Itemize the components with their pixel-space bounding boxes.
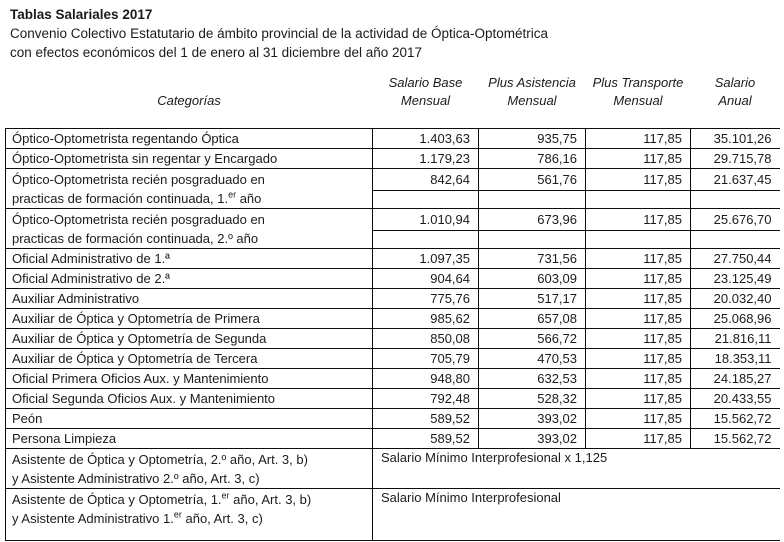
table-row [6, 309, 780, 329]
value-cell: 18.353,11 [691, 349, 780, 369]
value-cell [586, 190, 691, 208]
salary-table [5, 74, 780, 541]
value-cell [373, 230, 479, 248]
value-cell: 589,52 [373, 409, 479, 429]
value-cell: 25.676,70 [691, 209, 780, 231]
value-cell: 117,85 [586, 249, 691, 269]
value-cell: 29.715,78 [691, 149, 780, 169]
category-line: Asistente de Óptica y Optometría, 2.º año, Art. 3, b) [12, 452, 308, 467]
category-line: Oficial Administrativo de 2.ª [12, 271, 170, 286]
value-cell: 15.562,72 [691, 409, 780, 429]
table-row [6, 389, 780, 409]
value-cell: 117,85 [586, 129, 691, 149]
value-cell: 470,53 [479, 349, 586, 369]
table-row [6, 449, 780, 489]
value-cell: 117,85 [586, 329, 691, 349]
value-cell: 20.032,40 [691, 289, 780, 309]
value-cell: 842,64 [373, 169, 479, 191]
value-cell [479, 230, 586, 248]
category-line: Óptico-Optometrista recién posgraduado en [12, 172, 265, 187]
value-cell: 985,62 [373, 309, 479, 329]
value-cell: 393,02 [479, 429, 586, 449]
table-row [6, 329, 780, 349]
value-cell: 657,08 [479, 309, 586, 329]
table-row [6, 209, 780, 231]
value-cell [691, 230, 780, 248]
table-row [6, 249, 780, 269]
category-cell [6, 169, 373, 209]
category-line: Asistente de Óptica y Optometría, 1.$^{er}$ año, Art. 3, b) [12, 490, 312, 507]
table-row [6, 349, 780, 369]
value-cell: 792,48 [373, 389, 479, 409]
category-line: practicas de formación continuada, 1.$^{er}$ año [12, 189, 262, 206]
column-header-plus-asistencia: Plus Asistencia Mensual [488, 75, 576, 108]
value-cell: 1.097,35 [373, 249, 479, 269]
category-line: Peón [12, 411, 43, 426]
value-cell: 15.562,72 [691, 429, 780, 449]
value-cell: 117,85 [586, 349, 691, 369]
merged-value-cell: Salario Mínimo Interprofesional x 1,125 [373, 449, 780, 489]
value-cell: 935,75 [479, 129, 586, 149]
category-cell [6, 349, 373, 369]
value-cell: 850,08 [373, 329, 479, 349]
category-cell [6, 429, 373, 449]
value-cell: 904,64 [373, 269, 479, 289]
value-cell: 1.403,63 [373, 129, 479, 149]
document-header [10, 5, 548, 62]
value-cell: 117,85 [586, 209, 691, 231]
category-line: Auxiliar de Óptica y Optometría de Tercera [12, 351, 258, 366]
value-cell: 561,76 [479, 169, 586, 191]
value-cell [586, 230, 691, 248]
value-cell: 117,85 [586, 369, 691, 389]
category-cell [6, 249, 373, 269]
table-row [6, 129, 780, 149]
category-cell [6, 149, 373, 169]
value-cell [373, 190, 479, 208]
value-cell: 1.179,23 [373, 149, 479, 169]
value-cell: 117,85 [586, 309, 691, 329]
value-cell: 117,85 [586, 149, 691, 169]
column-header-categorias [6, 74, 373, 129]
value-cell: 528,32 [479, 389, 586, 409]
category-line: y Asistente Administrativo 1.$^{er}$ año, Art. 3, c) [12, 509, 263, 526]
table-row [6, 429, 780, 449]
category-line: Auxiliar de Óptica y Optometría de Primera [12, 311, 260, 326]
value-cell: 117,85 [586, 269, 691, 289]
category-cell [6, 129, 373, 149]
category-cell [6, 209, 373, 249]
value-cell: 1.010,94 [373, 209, 479, 231]
value-cell: 632,53 [479, 369, 586, 389]
document-subtitle-line2: con efectos económicos del 1 de enero al 31 diciembre del año 2017 [10, 45, 423, 60]
salary-table-header [6, 74, 780, 129]
column-header-salario-base: Salario Base Mensual [388, 75, 463, 108]
value-cell: 117,85 [586, 169, 691, 191]
value-cell: 21.816,11 [691, 329, 780, 349]
category-line: Oficial Segunda Oficios Aux. y Mantenimiento [12, 391, 276, 406]
value-cell: 117,85 [586, 429, 691, 449]
value-cell: 393,02 [479, 409, 586, 429]
value-cell: 23.125,49 [691, 269, 780, 289]
table-row [6, 289, 780, 309]
category-cell [6, 269, 373, 289]
category-line: Auxiliar Administrativo [12, 291, 140, 306]
value-cell [691, 190, 780, 208]
value-cell: 566,72 [479, 329, 586, 349]
category-cell [6, 449, 373, 489]
merged-value-cell: Salario Mínimo Interprofesional [373, 489, 780, 541]
value-cell: 21.637,45 [691, 169, 780, 191]
value-cell: 603,09 [479, 269, 586, 289]
category-line: practicas de formación continuada, 2.º año [12, 231, 259, 246]
category-cell [6, 369, 373, 389]
category-line: Auxiliar de Óptica y Optometría de Segunda [12, 331, 267, 346]
salary-table-body [6, 129, 780, 541]
category-line: Oficial Administrativo de 1.ª [12, 251, 170, 266]
category-line: Óptico-Optometrista sin regentar y Encargado [12, 151, 278, 166]
category-cell [6, 389, 373, 409]
column-header-plus-transporte: Plus Transporte Mensual [592, 75, 684, 108]
value-cell: 731,56 [479, 249, 586, 269]
value-cell: 117,85 [586, 289, 691, 309]
value-cell: 517,17 [479, 289, 586, 309]
category-line: Persona Limpieza [12, 431, 117, 446]
column-header-salario-anual: Salario Anual [714, 75, 756, 108]
header-row [6, 74, 780, 129]
document-title: Tablas Salariales 2017 [10, 7, 153, 22]
table-row [6, 409, 780, 429]
table-row [6, 269, 780, 289]
table-row [6, 169, 780, 191]
value-cell: 117,85 [586, 389, 691, 409]
category-line: Oficial Primera Oficios Aux. y Mantenimiento [12, 371, 269, 386]
value-cell [479, 190, 586, 208]
document-subtitle-line1: Convenio Colectivo Estatutario de ámbito provincial de la actividad de Óptica-Optométrica [10, 26, 549, 41]
value-cell: 24.185,27 [691, 369, 780, 389]
category-line: Óptico-Optometrista regentando Óptica [12, 131, 239, 146]
value-cell: 775,76 [373, 289, 479, 309]
value-cell: 20.433,55 [691, 389, 780, 409]
category-cell [6, 289, 373, 309]
column-header-categorias-label: Categorías [157, 93, 221, 108]
table-row [6, 369, 780, 389]
value-cell: 786,16 [479, 149, 586, 169]
table-row [6, 149, 780, 169]
value-cell: 948,80 [373, 369, 479, 389]
category-line: y Asistente Administrativo 2.º año, Art. 3, c) [12, 471, 260, 486]
value-cell: 705,79 [373, 349, 479, 369]
category-cell [6, 489, 373, 541]
category-cell [6, 309, 373, 329]
value-cell: 117,85 [586, 409, 691, 429]
category-cell [6, 409, 373, 429]
category-line: Óptico-Optometrista recién posgraduado en [12, 212, 265, 227]
value-cell: 35.101,26 [691, 129, 780, 149]
table-row [6, 489, 780, 541]
value-cell: 673,96 [479, 209, 586, 231]
value-cell: 27.750,44 [691, 249, 780, 269]
value-cell: 589,52 [373, 429, 479, 449]
value-cell: 25.068,96 [691, 309, 780, 329]
category-cell [6, 329, 373, 349]
